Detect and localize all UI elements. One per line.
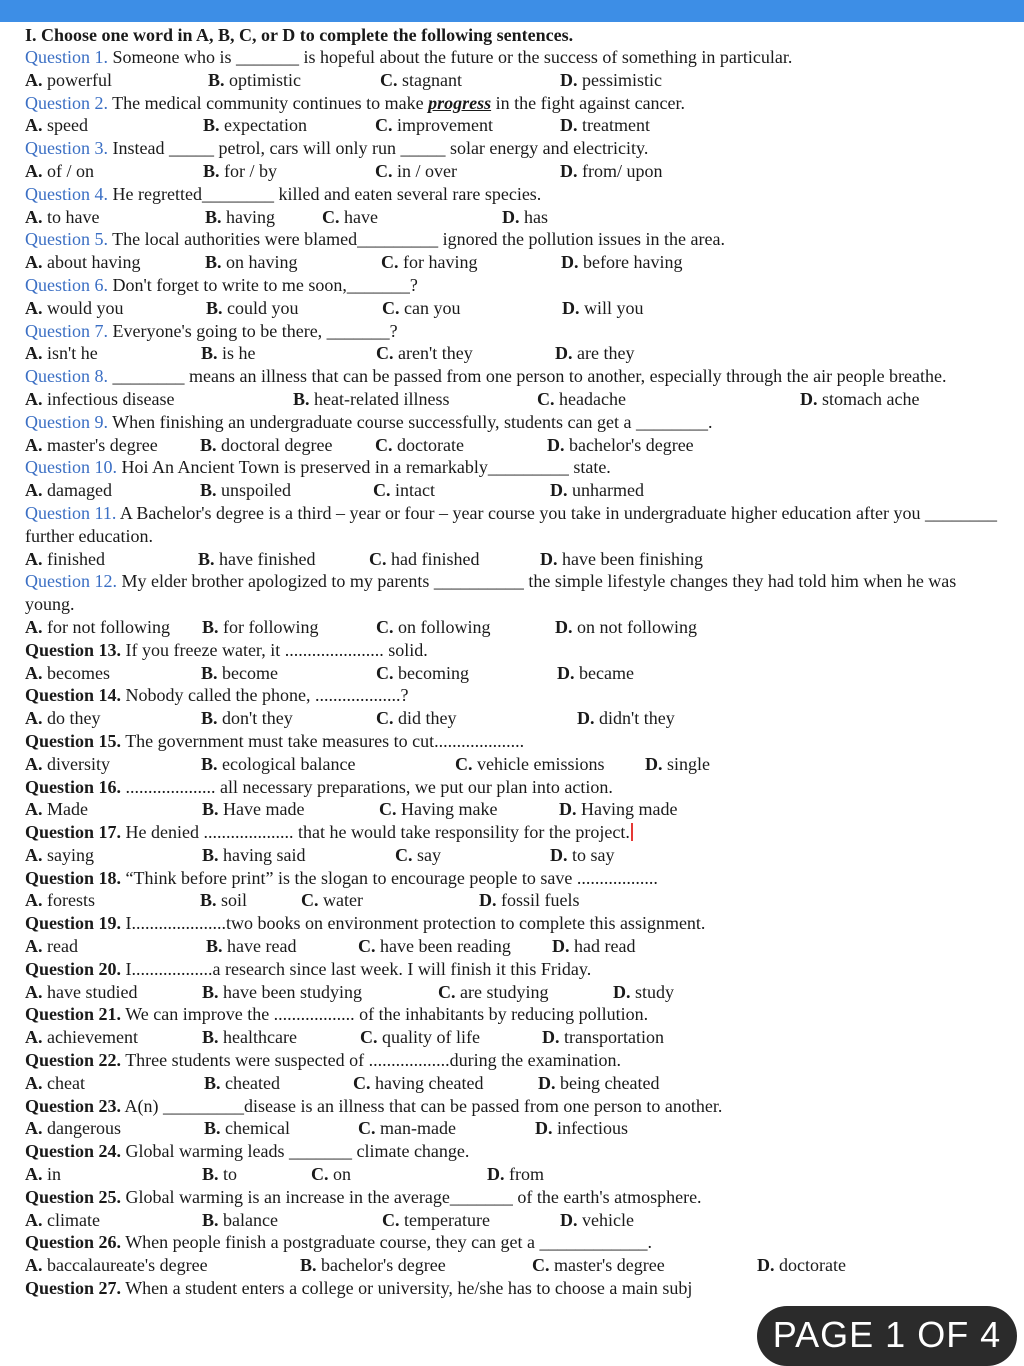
option-b[interactable]: B. to [202, 1164, 238, 1185]
question-label: Question 5. [25, 229, 108, 250]
option-c[interactable]: C. water [301, 890, 363, 911]
question-14 [25, 684, 1010, 707]
option-a[interactable]: A. powerful [25, 69, 112, 90]
option-c[interactable]: C. improvement [375, 115, 493, 136]
question-label: Question 16. [25, 776, 122, 797]
option-d[interactable]: D. have been finishing [540, 548, 703, 569]
option-b[interactable]: B. expectation [203, 115, 307, 136]
question-text: My elder brother apologized to my parents __________ the simple lifestyle changes they had told him when he was young. [25, 571, 957, 615]
options-4 [25, 206, 1010, 229]
option-c[interactable]: C. can you [382, 297, 461, 318]
question-text: I..................a research since last week. I will finish it this Friday. [121, 958, 592, 979]
option-b[interactable]: B. is he [201, 343, 256, 364]
question-label: Question 19. [25, 913, 122, 934]
question-label: Question 4. [25, 183, 108, 204]
question-label: Question 20. [25, 958, 122, 979]
options-26 [25, 1254, 1010, 1277]
question-26 [25, 1231, 1010, 1254]
options-11 [25, 548, 1010, 571]
question-text: When a student enters a college or university, he/she has to choose a main subj [121, 1278, 693, 1299]
option-d[interactable]: D. doctorate [757, 1255, 846, 1276]
option-c[interactable]: C. vehicle emissions [455, 753, 605, 774]
option-c[interactable]: C. Having make [379, 799, 498, 820]
options-25 [25, 1209, 1010, 1232]
question-label: Question 12. [25, 571, 117, 592]
question-label: Question 17. [25, 822, 122, 843]
option-b[interactable]: B. cheated [204, 1072, 280, 1093]
options-15 [25, 753, 1010, 776]
option-b[interactable]: B. become [201, 662, 278, 683]
option-c[interactable]: C. had finished [369, 548, 480, 569]
options-21 [25, 1026, 1010, 1049]
option-b[interactable]: B. on having [205, 252, 298, 273]
option-d[interactable]: D. pessimistic [560, 69, 662, 90]
question-text: If you freeze water, it ...................... solid. [121, 639, 428, 660]
option-b[interactable]: B. doctoral degree [200, 434, 333, 455]
options-19 [25, 935, 1010, 958]
question-text: Instead _____ petrol, cars will only run _____ solar energy and electricity. [108, 138, 649, 159]
option-d[interactable]: D. vehicle [560, 1209, 634, 1230]
question-label: Question 3. [25, 138, 108, 159]
question-16 [25, 776, 1010, 799]
option-a[interactable]: A. of / on [25, 160, 94, 181]
question-1 [25, 46, 1010, 69]
options-22 [25, 1072, 1010, 1095]
option-c[interactable]: C. have [322, 206, 378, 227]
option-a[interactable]: A. dangerous [25, 1118, 121, 1139]
option-d[interactable]: D. on not following [555, 616, 697, 637]
option-b[interactable]: B. have read [206, 936, 297, 957]
options-17 [25, 844, 1010, 867]
question-text: Global warming leads _______ climate change. [121, 1141, 470, 1162]
question-label: Question 8. [25, 366, 108, 387]
option-d[interactable]: D. Having made [559, 799, 678, 820]
question-text: Three students were suspected of ..................during the examination. [121, 1050, 622, 1071]
question-text: Someone who is _______ is hopeful about the future or the success of something in particular. [108, 47, 793, 67]
page-indicator: PAGE 1 OF 4 [757, 1306, 1017, 1366]
option-a[interactable]: A. about having [25, 252, 141, 273]
option-d[interactable]: D. transportation [542, 1027, 664, 1048]
worksheet [25, 24, 1010, 1300]
option-c[interactable]: C. stagnant [380, 69, 462, 90]
question-text: A(n) _________disease is an illness that can be passed from one person to another. [121, 1095, 723, 1116]
option-a[interactable]: A. would you [25, 297, 124, 318]
option-a[interactable]: A. forests [25, 890, 95, 911]
option-d[interactable]: D. fossil fuels [479, 890, 580, 911]
question-18 [25, 867, 1010, 890]
option-b[interactable]: B. Have made [202, 799, 305, 820]
option-c[interactable]: C. having cheated [353, 1072, 484, 1093]
options-9 [25, 434, 1010, 457]
options-5 [25, 251, 1010, 274]
option-a[interactable]: A. becomes [25, 662, 110, 683]
question-text: He regretted________ killed and eaten several rare species. [108, 183, 542, 204]
top-bar [0, 0, 1024, 22]
option-a[interactable]: A. for not following [25, 616, 170, 637]
question-text: The local authorities were blamed_________ ignored the pollution issues in the area. [108, 229, 726, 250]
question-text: Don't forget to write to me soon,_______? [108, 274, 418, 295]
option-a[interactable]: A. master's degree [25, 434, 158, 455]
option-c[interactable]: C. on following [376, 616, 491, 637]
option-b[interactable]: B. chemical [204, 1118, 290, 1139]
options-18 [25, 889, 1010, 912]
option-b[interactable]: B. ecological balance [201, 753, 356, 774]
option-c[interactable]: C. becoming [376, 662, 469, 683]
section-heading: I. Choose one word in A, B, C, or D to complete the following sentences. [25, 25, 574, 45]
question-23 [25, 1095, 1010, 1118]
question-19 [25, 912, 1010, 935]
option-d[interactable]: D. to say [550, 844, 615, 865]
option-a[interactable]: A. isn't he [25, 343, 98, 364]
question-text: Global warming is an increase in the average_______ of the earth's atmosphere. [121, 1186, 702, 1207]
option-d[interactable]: D. single [645, 753, 710, 774]
option-b[interactable]: B. don't they [201, 708, 293, 729]
options-14 [25, 707, 1010, 730]
option-a[interactable]: A. to have [25, 206, 100, 227]
question-text: Everyone's going to be there, _______? [108, 320, 398, 341]
question-label: Question 2. [25, 92, 108, 113]
option-a[interactable]: A. Made [25, 799, 88, 820]
question-10 [25, 456, 1010, 479]
option-a[interactable]: A. in [25, 1164, 62, 1185]
question-text: Nobody called the phone, ...................? [121, 685, 409, 706]
option-d[interactable]: D. infectious [535, 1118, 628, 1139]
option-d[interactable]: D. had read [552, 936, 636, 957]
question-15 [25, 730, 1010, 753]
text-cursor [631, 823, 633, 841]
question-21 [25, 1003, 1010, 1026]
option-a[interactable]: A. cheat [25, 1072, 85, 1093]
option-d[interactable]: D. will you [562, 297, 644, 318]
question-2 [25, 92, 1010, 115]
options-1 [25, 69, 1010, 92]
option-c[interactable]: C. temperature [382, 1209, 490, 1230]
question-text: A Bachelor's degree is a third – year or four – year course you take in undergraduate higher education after you ________ further education. [25, 502, 997, 546]
question-label: Question 1. [25, 47, 108, 67]
option-b[interactable]: B. unspoiled [200, 480, 292, 501]
question-label: Question 10. [25, 457, 117, 478]
question-text: .................... all necessary preparations, we put our plan into action. [121, 776, 613, 797]
option-d[interactable]: D. unharmed [550, 480, 644, 501]
option-d[interactable]: D. treatment [560, 115, 650, 136]
option-b[interactable]: B. having [205, 206, 276, 227]
option-d[interactable]: D. are they [555, 343, 635, 364]
question-4 [25, 183, 1010, 206]
option-b[interactable]: B. for / by [203, 160, 278, 181]
option-b[interactable]: B. bachelor's degree [300, 1255, 446, 1276]
option-b[interactable]: B. soil [200, 890, 248, 911]
question-label: Question 9. [25, 411, 108, 432]
option-d[interactable]: D. became [557, 662, 634, 683]
question-text: ________ means an illness that can be passed from one person to another, especially through the air people breathe. [108, 366, 947, 387]
option-a[interactable]: A. read [25, 936, 78, 957]
question-label: Question 11. [25, 502, 117, 523]
question-22 [25, 1049, 1010, 1072]
option-d[interactable]: D. didn't they [577, 708, 675, 729]
option-c[interactable]: C. headache [537, 388, 626, 409]
question-13 [25, 639, 1010, 662]
option-b[interactable]: B. heat-related illness [293, 388, 450, 409]
question-17 [25, 821, 1010, 844]
question-label: Question 15. [25, 730, 122, 751]
option-c[interactable]: C. are studying [438, 981, 549, 1002]
options-23 [25, 1117, 1010, 1140]
option-d[interactable]: D. stomach ache [800, 388, 920, 409]
question-label: Question 26. [25, 1232, 122, 1253]
option-c[interactable]: C. intact [373, 480, 435, 501]
option-d[interactable]: D. from/ upon [560, 160, 663, 181]
question-12 [25, 570, 1000, 616]
question-3 [25, 137, 1010, 160]
question-text: We can improve the .................. of the inhabitants by reducing pollution. [121, 1004, 649, 1025]
question-label: Question 14. [25, 685, 122, 706]
question-label: Question 18. [25, 867, 122, 888]
question-text: When people finish a postgraduate course, they can get a ____________. [121, 1232, 653, 1253]
option-a[interactable]: A. climate [25, 1209, 100, 1230]
option-c[interactable]: C. have been reading [358, 936, 511, 957]
option-c[interactable]: C. master's degree [532, 1255, 665, 1276]
options-16 [25, 798, 1010, 821]
option-d[interactable]: D. bachelor's degree [547, 434, 694, 455]
option-a[interactable]: A. finished [25, 548, 105, 569]
option-b[interactable]: B. for following [202, 616, 319, 637]
option-b[interactable]: B. optimistic [208, 69, 302, 90]
option-c[interactable]: C. man-made [358, 1118, 456, 1139]
option-c[interactable]: C. say [395, 844, 441, 865]
option-c[interactable]: C. for having [381, 252, 478, 273]
question-label: Question 23. [25, 1095, 122, 1116]
option-b[interactable]: B. have been studying [202, 981, 362, 1002]
options-10 [25, 479, 1010, 502]
question-label: Question 27. [25, 1278, 122, 1299]
question-8 [25, 365, 1000, 388]
options-2 [25, 114, 1010, 137]
options-3 [25, 160, 1010, 183]
question-text: Hoi An Ancient Town is preserved in a remarkably_________ state. [117, 457, 611, 478]
question-text: “Think before print” is the slogan to encourage people to save .................. [121, 867, 658, 888]
option-a[interactable]: A. do they [25, 708, 101, 729]
option-d[interactable]: D. being cheated [538, 1072, 660, 1093]
underlined-word: progress [428, 92, 492, 113]
question-label: Question 7. [25, 320, 108, 341]
question-25 [25, 1186, 1010, 1209]
question-5 [25, 228, 725, 251]
question-label: Question 6. [25, 274, 108, 295]
question-6 [25, 274, 1010, 297]
question-27 [25, 1277, 1010, 1300]
question-24 [25, 1140, 1010, 1163]
question-label: Question 25. [25, 1186, 122, 1207]
option-a[interactable]: A. diversity [25, 753, 110, 774]
question-text: The government must take measures to cut.................... [121, 730, 525, 751]
option-c[interactable]: C. did they [376, 708, 457, 729]
option-c[interactable]: C. aren't they [376, 343, 473, 364]
option-c[interactable]: C. in / over [375, 160, 457, 181]
question-text: in the fight against cancer. [491, 92, 686, 113]
options-24 [25, 1163, 1010, 1186]
option-c[interactable]: C. on [311, 1164, 351, 1185]
question-7 [25, 320, 1010, 343]
question-label: Question 22. [25, 1050, 122, 1071]
question-20 [25, 958, 1010, 981]
option-b[interactable]: B. balance [202, 1209, 278, 1230]
question-text: I.....................two books on environment protection to complete this assignment. [121, 913, 706, 934]
option-a[interactable]: A. saying [25, 844, 94, 865]
option-d[interactable]: D. has [502, 206, 548, 227]
options-8 [25, 388, 1010, 411]
question-text: He denied .................... that he would take responsility for the project. [121, 822, 630, 843]
option-b[interactable]: B. have finished [198, 548, 316, 569]
options-7 [25, 342, 1010, 365]
question-label: Question 24. [25, 1141, 122, 1162]
question-label: Question 21. [25, 1004, 122, 1025]
options-20 [25, 981, 1010, 1004]
option-b[interactable]: B. could you [206, 297, 299, 318]
question-11 [25, 502, 1000, 548]
option-a[interactable]: A. baccalaureate's degree [25, 1255, 208, 1276]
option-c[interactable]: C. doctorate [375, 434, 464, 455]
option-a[interactable]: A. speed [25, 115, 88, 136]
option-a[interactable]: A. have studied [25, 981, 138, 1002]
question-text: The medical community continues to make [108, 92, 429, 113]
option-b[interactable]: B. having said [202, 844, 306, 865]
option-a[interactable]: A. damaged [25, 480, 112, 501]
question-text: When finishing an undergraduate course successfully, students can get a ________. [108, 411, 713, 432]
option-a[interactable]: A. achievement [25, 1027, 138, 1048]
option-d[interactable]: D. from [487, 1164, 544, 1185]
options-13 [25, 662, 1010, 685]
options-12 [25, 616, 1010, 639]
question-9 [25, 411, 1010, 434]
option-b[interactable]: B. healthcare [202, 1027, 297, 1048]
option-a[interactable]: A. infectious disease [25, 388, 175, 409]
option-d[interactable]: D. study [613, 981, 675, 1002]
question-label: Question 13. [25, 639, 122, 660]
option-d[interactable]: D. before having [561, 252, 683, 273]
options-6 [25, 297, 1010, 320]
option-c[interactable]: C. quality of life [360, 1027, 480, 1048]
